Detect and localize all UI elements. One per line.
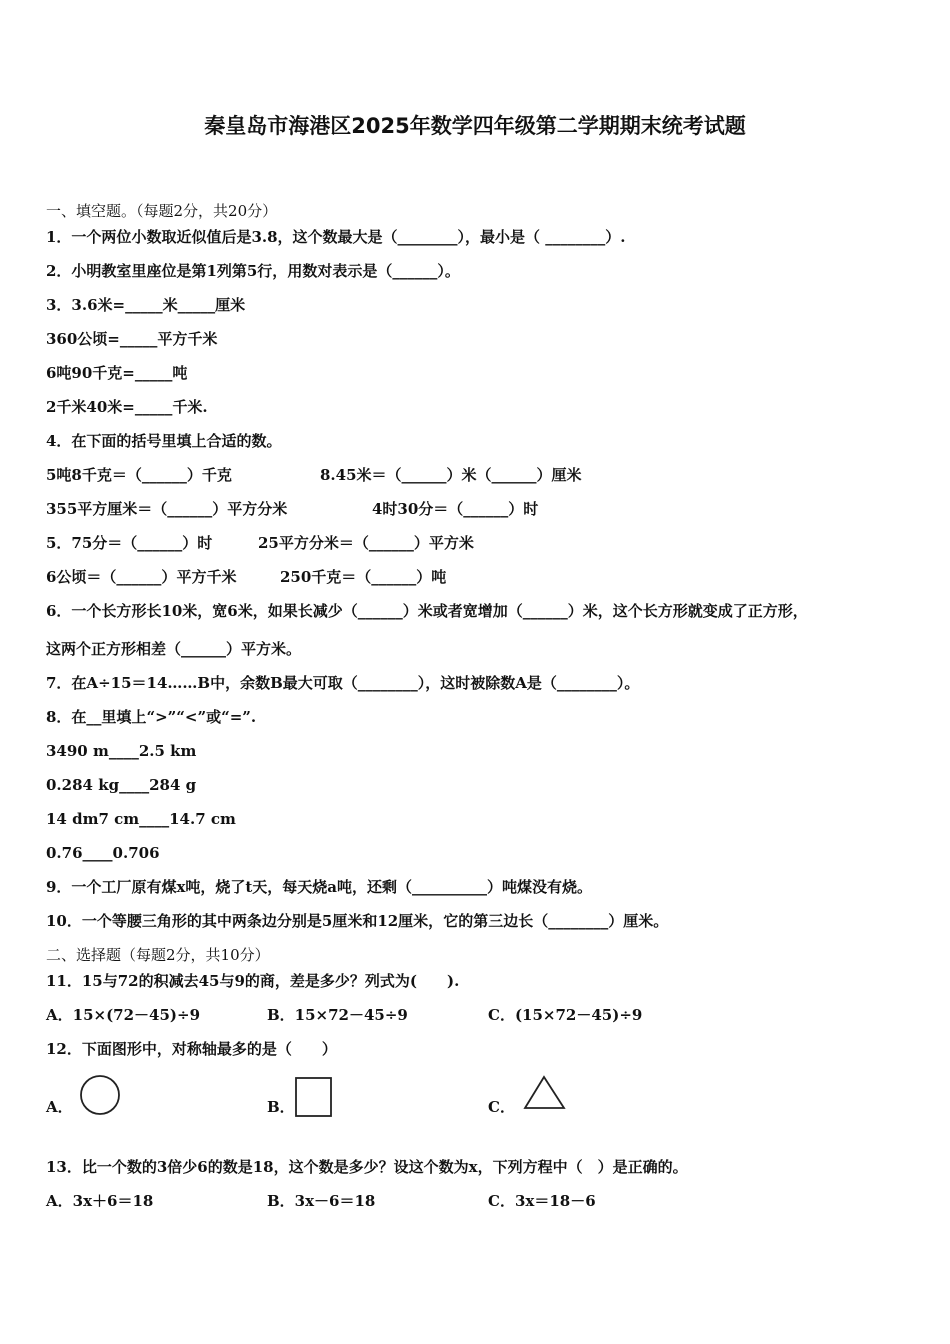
question-2: 2．小明教室里座位是第1列第5行，用数对表示是（______）。: [46, 262, 460, 280]
question-5-item-4: 250千克＝（______）吨: [280, 568, 447, 586]
question-9: 9．一个工厂原有煤x吨，烧了t天，每天烧a吨，还剩（__________）吨煤没有烧。: [46, 878, 593, 896]
question-13-option-a: A．3x＋6＝18: [46, 1192, 154, 1210]
question-3-line-3: 6吨90千克=_____吨: [46, 364, 188, 382]
question-11-option-a: A．15×(72－45)÷9: [46, 1006, 201, 1024]
question-11-option-b: B．15×72－45÷9: [267, 1006, 408, 1024]
question-11: 11．15与72的积减去45与9的商，差是多少？列式为( ).: [46, 972, 460, 990]
question-12-option-a: A．: [46, 1098, 73, 1116]
question-10: 10．一个等腰三角形的其中两条边分别是5厘米和12厘米，它的第三边长（________）厘米。: [46, 912, 669, 930]
question-11-option-c: C．(15×72－45)÷9: [488, 1006, 643, 1024]
question-4-item-4: 4时30分＝（______）时: [372, 500, 539, 518]
question-13-option-c: C．3x＝18－6: [488, 1192, 596, 1210]
question-12: 12．下面图形中，对称轴最多的是（ ）: [46, 1040, 337, 1058]
question-7: 7．在A÷15＝14……B中，余数B最大可取（________），这时被除数A是（________）。: [46, 674, 640, 692]
question-12-option-c: C．: [488, 1098, 515, 1116]
question-4-item-3: 355平方厘米＝（______）平方分米: [46, 500, 288, 518]
circle-icon: [79, 1074, 123, 1118]
triangle-icon: [522, 1074, 568, 1112]
square-icon: [294, 1076, 336, 1120]
question-3-line-4: 2千米40米=_____千米.: [46, 398, 208, 416]
question-8: 8．在__里填上“>”“<”或“=”.: [46, 708, 257, 726]
question-4-item-1: 5吨8千克＝（______）千克: [46, 466, 232, 484]
question-6-line-2: 这两个正方形相差（______）平方米。: [46, 640, 302, 658]
question-4: 4．在下面的括号里填上合适的数。: [46, 432, 282, 450]
section-heading-fill-blank: 一、填空题。（每题2分，共20分）: [46, 202, 278, 220]
question-8-item-4: 0.76____0.706: [46, 844, 160, 862]
question-8-item-3: 14 dm7 cm____14.7 cm: [46, 810, 236, 828]
question-5-item-1: 5．75分＝（______）时: [46, 534, 213, 552]
question-1: 1．一个两位小数取近似值后是3.8，这个数最大是（________），最小是（ ________）.: [46, 228, 626, 246]
section-heading-choice: 二、选择题（每题2分，共10分）: [46, 946, 270, 964]
page-title: 秦皇岛市海港区2025年数学四年级第二学期期末统考试题: [204, 114, 746, 138]
question-13-option-b: B．3x－6＝18: [267, 1192, 376, 1210]
question-12-option-b: B．: [267, 1098, 295, 1116]
question-8-item-1: 3490 m____2.5 km: [46, 742, 197, 760]
question-3-line-2: 360公顷=_____平方千米: [46, 330, 218, 348]
question-8-item-2: 0.284 kg____284 g: [46, 776, 197, 794]
question-13: 13．比一个数的3倍少6的数是18，这个数是多少？设这个数为x，下列方程中（ ）是正确的。: [46, 1158, 688, 1176]
question-6: 6．一个长方形长10米，宽6米，如果长减少（______）米或者宽增加（______）米，这个长方形就变成了正方形，: [46, 602, 808, 620]
question-3: 3．3.6米=_____米_____厘米: [46, 296, 246, 314]
question-5-item-2: 25平方分米＝（______）平方米: [258, 534, 474, 552]
question-5-item-3: 6公顷＝（______）平方千米: [46, 568, 237, 586]
question-4-item-2: 8.45米＝（______）米（______）厘米: [320, 466, 582, 484]
